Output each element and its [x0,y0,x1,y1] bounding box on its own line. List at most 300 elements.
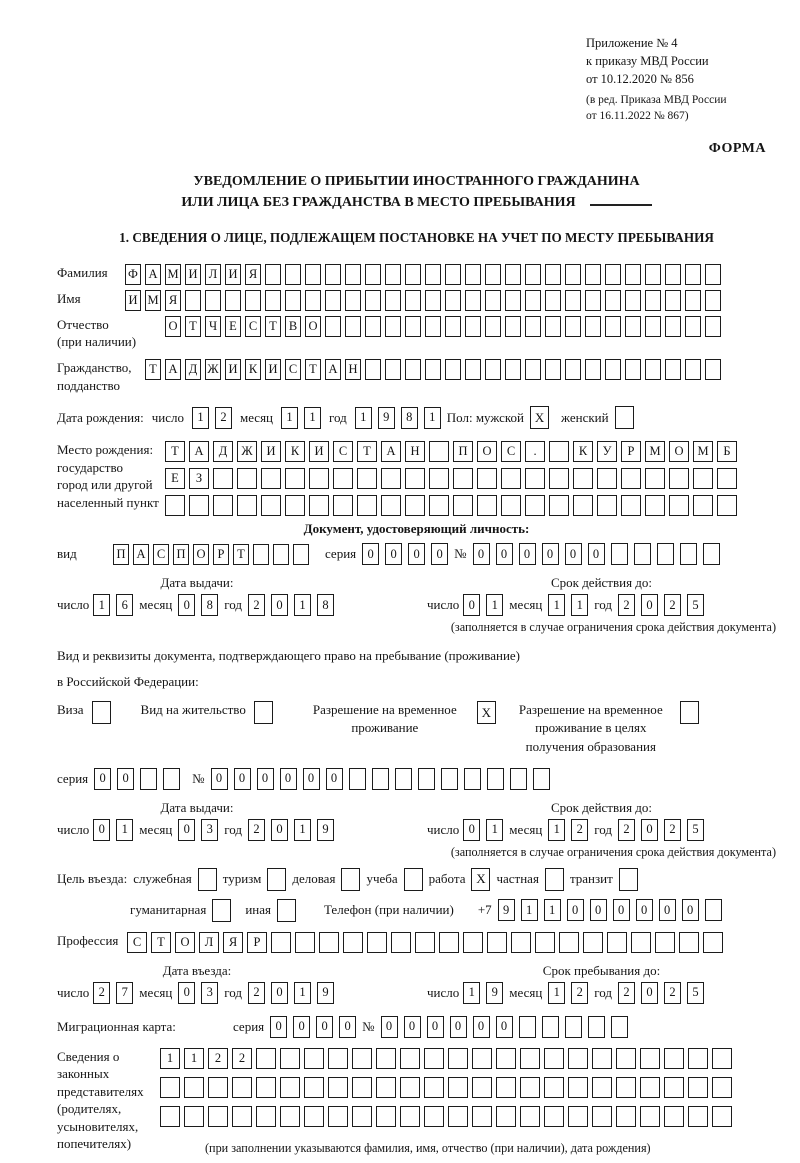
char-cell[interactable] [405,359,421,380]
char-cell[interactable] [549,495,569,516]
char-cell[interactable] [185,290,201,311]
char-cell[interactable] [448,1048,468,1069]
char-cell[interactable]: М [645,441,665,462]
char-cell[interactable]: И [265,359,281,380]
char-cell[interactable] [256,1106,276,1127]
char-cell[interactable]: 6 [116,594,133,616]
char-cell[interactable] [592,1048,612,1069]
char-cell[interactable]: С [285,359,301,380]
char-cell[interactable] [655,932,675,953]
char-cell[interactable]: 0 [326,768,343,790]
char-cell[interactable]: О [193,544,209,565]
char-cell[interactable]: 1 [281,407,298,429]
char-cell[interactable] [424,1048,444,1069]
char-cell[interactable] [445,359,461,380]
char-cell[interactable] [232,1106,252,1127]
char-cell[interactable] [621,468,641,489]
char-cell[interactable]: Ч [205,316,221,337]
char-cell[interactable]: Б [717,441,737,462]
char-cell[interactable]: И [225,359,241,380]
char-cell[interactable] [712,1106,732,1127]
char-cell[interactable] [441,768,458,790]
char-cell[interactable] [352,1048,372,1069]
char-cell[interactable] [232,1077,252,1098]
char-cell[interactable] [385,359,401,380]
char-cell[interactable]: П [173,544,189,565]
char-cell[interactable]: 0 [496,543,513,565]
char-cell[interactable] [265,290,281,311]
char-cell[interactable] [429,468,449,489]
char-cell[interactable] [352,1106,372,1127]
char-cell[interactable]: И [125,290,141,311]
char-cell[interactable]: Я [245,264,261,285]
char-cell[interactable] [588,1016,605,1038]
char-cell[interactable] [611,1016,628,1038]
char-cell[interactable]: 8 [317,594,334,616]
char-cell[interactable]: 1 [355,407,372,429]
char-cell[interactable] [712,1048,732,1069]
char-cell[interactable]: 0 [613,899,630,921]
char-cell[interactable] [376,1077,396,1098]
char-cell[interactable] [544,1048,564,1069]
char-cell[interactable] [285,468,305,489]
char-cell[interactable] [425,264,441,285]
char-cell[interactable] [465,290,481,311]
char-cell[interactable]: 1 [160,1048,180,1069]
char-cell[interactable] [625,359,641,380]
char-cell[interactable] [545,359,561,380]
char-cell[interactable] [717,495,737,516]
char-cell[interactable] [545,316,561,337]
char-cell[interactable] [568,1077,588,1098]
char-cell[interactable] [445,316,461,337]
char-cell[interactable] [376,1048,396,1069]
char-cell[interactable]: 0 [641,819,658,841]
char-cell[interactable]: 9 [317,819,334,841]
char-cell[interactable] [657,543,674,565]
char-cell[interactable]: 9 [486,982,503,1004]
char-cell[interactable] [395,768,412,790]
char-cell[interactable]: 2 [664,594,681,616]
char-cell[interactable] [585,264,601,285]
char-cell[interactable]: А [381,441,401,462]
char-cell[interactable] [365,290,381,311]
char-cell[interactable]: 1 [571,594,588,616]
char-cell[interactable]: 3 [201,819,218,841]
char-cell[interactable] [645,316,661,337]
char-cell[interactable] [352,1077,372,1098]
char-cell[interactable] [305,290,321,311]
char-cell[interactable]: 2 [232,1048,252,1069]
char-cell[interactable] [597,468,617,489]
char-cell[interactable] [665,290,681,311]
char-cell[interactable] [425,316,441,337]
char-cell[interactable]: С [153,544,169,565]
char-cell[interactable] [685,264,701,285]
char-cell[interactable]: Р [247,932,267,953]
char-cell[interactable] [685,359,701,380]
char-cell[interactable]: В [285,316,301,337]
char-cell[interactable]: 2 [618,982,635,1004]
char-cell[interactable]: Д [185,359,201,380]
char-cell[interactable]: 0 [339,1016,356,1038]
char-cell[interactable] [664,1048,684,1069]
char-cell[interactable]: С [333,441,353,462]
char-cell[interactable] [319,932,339,953]
char-cell[interactable]: О [175,932,195,953]
char-cell[interactable] [605,264,621,285]
purpose-work-checkbox[interactable]: X [471,868,490,891]
char-cell[interactable] [573,468,593,489]
char-cell[interactable] [705,316,721,337]
char-cell[interactable] [616,1048,636,1069]
char-cell[interactable] [280,1077,300,1098]
char-cell[interactable] [592,1106,612,1127]
char-cell[interactable] [445,290,461,311]
char-cell[interactable] [525,264,541,285]
char-cell[interactable] [583,932,603,953]
purpose-humanitarian-checkbox[interactable] [212,899,231,922]
char-cell[interactable] [372,768,389,790]
char-cell[interactable]: 2 [248,594,265,616]
char-cell[interactable] [328,1077,348,1098]
char-cell[interactable] [265,264,281,285]
char-cell[interactable]: Т [233,544,249,565]
char-cell[interactable] [345,316,361,337]
char-cell[interactable]: 1 [192,407,209,429]
char-cell[interactable]: 0 [271,594,288,616]
char-cell[interactable] [405,468,425,489]
char-cell[interactable] [256,1048,276,1069]
char-cell[interactable]: О [165,316,181,337]
char-cell[interactable] [533,768,550,790]
char-cell[interactable] [645,495,665,516]
char-cell[interactable]: 1 [486,594,503,616]
char-cell[interactable]: 0 [270,1016,287,1038]
char-cell[interactable] [688,1048,708,1069]
char-cell[interactable] [305,264,321,285]
char-cell[interactable] [669,495,689,516]
char-cell[interactable]: 1 [294,982,311,1004]
char-cell[interactable]: 0 [316,1016,333,1038]
char-cell[interactable]: Т [185,316,201,337]
char-cell[interactable]: Е [225,316,241,337]
char-cell[interactable] [160,1106,180,1127]
char-cell[interactable] [585,316,601,337]
char-cell[interactable]: 0 [303,768,320,790]
char-cell[interactable] [328,1106,348,1127]
char-cell[interactable]: 0 [463,594,480,616]
char-cell[interactable]: 0 [682,899,699,921]
char-cell[interactable] [485,264,501,285]
char-cell[interactable] [688,1106,708,1127]
char-cell[interactable] [519,1016,536,1038]
char-cell[interactable]: Е [165,468,185,489]
char-cell[interactable]: О [305,316,321,337]
char-cell[interactable]: 1 [548,819,565,841]
char-cell[interactable] [429,495,449,516]
char-cell[interactable] [511,932,531,953]
char-cell[interactable] [285,290,301,311]
char-cell[interactable] [464,768,481,790]
char-cell[interactable] [365,264,381,285]
char-cell[interactable] [520,1077,540,1098]
char-cell[interactable]: Ф [125,264,141,285]
char-cell[interactable] [625,316,641,337]
char-cell[interactable] [357,468,377,489]
char-cell[interactable] [400,1048,420,1069]
char-cell[interactable]: 1 [486,819,503,841]
char-cell[interactable]: Р [213,544,229,565]
char-cell[interactable] [665,264,681,285]
char-cell[interactable] [400,1077,420,1098]
char-cell[interactable]: 0 [271,982,288,1004]
char-cell[interactable] [712,1077,732,1098]
char-cell[interactable] [349,768,366,790]
char-cell[interactable] [385,264,401,285]
char-cell[interactable] [605,290,621,311]
char-cell[interactable] [693,495,713,516]
char-cell[interactable]: 2 [248,819,265,841]
char-cell[interactable] [140,768,157,790]
char-cell[interactable] [405,495,425,516]
char-cell[interactable] [245,290,261,311]
char-cell[interactable] [640,1077,660,1098]
char-cell[interactable] [418,768,435,790]
char-cell[interactable]: 2 [618,819,635,841]
char-cell[interactable] [568,1048,588,1069]
char-cell[interactable] [472,1106,492,1127]
char-cell[interactable] [525,316,541,337]
char-cell[interactable]: 0 [404,1016,421,1038]
char-cell[interactable]: О [477,441,497,462]
char-cell[interactable] [496,1077,516,1098]
char-cell[interactable] [376,1106,396,1127]
char-cell[interactable]: Н [405,441,425,462]
char-cell[interactable] [544,1106,564,1127]
char-cell[interactable] [280,1048,300,1069]
char-cell[interactable]: Т [151,932,171,953]
char-cell[interactable]: 0 [178,819,195,841]
char-cell[interactable] [424,1106,444,1127]
char-cell[interactable] [505,316,521,337]
char-cell[interactable]: 0 [385,543,402,565]
char-cell[interactable] [616,1077,636,1098]
char-cell[interactable] [634,543,651,565]
visa-checkbox[interactable] [92,701,111,724]
char-cell[interactable]: 5 [687,594,704,616]
char-cell[interactable]: 0 [93,819,110,841]
char-cell[interactable]: Я [223,932,243,953]
char-cell[interactable] [680,543,697,565]
char-cell[interactable] [391,932,411,953]
char-cell[interactable] [325,264,341,285]
char-cell[interactable] [525,468,545,489]
char-cell[interactable] [605,359,621,380]
purpose-tourism-checkbox[interactable] [267,868,286,891]
char-cell[interactable] [367,932,387,953]
purpose-transit-checkbox[interactable] [619,868,638,891]
char-cell[interactable] [645,359,661,380]
char-cell[interactable] [448,1077,468,1098]
char-cell[interactable]: З [189,468,209,489]
char-cell[interactable] [405,316,421,337]
char-cell[interactable] [309,468,329,489]
char-cell[interactable] [261,468,281,489]
char-cell[interactable] [357,495,377,516]
char-cell[interactable] [343,932,363,953]
char-cell[interactable] [545,264,561,285]
char-cell[interactable]: 1 [548,982,565,1004]
char-cell[interactable] [505,290,521,311]
char-cell[interactable]: 2 [215,407,232,429]
char-cell[interactable]: А [189,441,209,462]
char-cell[interactable]: С [245,316,261,337]
char-cell[interactable]: 1 [463,982,480,1004]
char-cell[interactable] [487,932,507,953]
char-cell[interactable] [285,264,301,285]
char-cell[interactable] [501,468,521,489]
char-cell[interactable]: 0 [641,982,658,1004]
char-cell[interactable] [645,468,665,489]
char-cell[interactable] [705,264,721,285]
char-cell[interactable] [325,316,341,337]
char-cell[interactable] [472,1077,492,1098]
char-cell[interactable] [160,1077,180,1098]
char-cell[interactable]: 0 [178,594,195,616]
char-cell[interactable]: 0 [178,982,195,1004]
char-cell[interactable]: И [225,264,241,285]
char-cell[interactable]: 1 [304,407,321,429]
char-cell[interactable] [705,359,721,380]
char-cell[interactable]: 1 [93,594,110,616]
char-cell[interactable] [585,290,601,311]
char-cell[interactable]: 1 [424,407,441,429]
char-cell[interactable] [510,768,527,790]
char-cell[interactable] [365,316,381,337]
char-cell[interactable]: Я [165,290,181,311]
char-cell[interactable]: 0 [408,543,425,565]
char-cell[interactable] [465,264,481,285]
char-cell[interactable] [439,932,459,953]
char-cell[interactable]: 2 [571,982,588,1004]
char-cell[interactable] [309,495,329,516]
char-cell[interactable]: Н [345,359,361,380]
char-cell[interactable] [717,468,737,489]
char-cell[interactable]: А [325,359,341,380]
char-cell[interactable]: 0 [427,1016,444,1038]
purpose-business-checkbox[interactable] [341,868,360,891]
char-cell[interactable]: Л [205,264,221,285]
char-cell[interactable] [525,290,541,311]
char-cell[interactable]: Д [213,441,233,462]
temp-residence-checkbox[interactable]: X [477,701,496,724]
char-cell[interactable] [664,1077,684,1098]
char-cell[interactable] [640,1048,660,1069]
char-cell[interactable]: Л [199,932,219,953]
char-cell[interactable]: 2 [664,819,681,841]
char-cell[interactable] [485,290,501,311]
char-cell[interactable] [425,290,441,311]
char-cell[interactable]: 1 [294,594,311,616]
char-cell[interactable]: 0 [431,543,448,565]
char-cell[interactable]: 1 [294,819,311,841]
char-cell[interactable] [465,359,481,380]
char-cell[interactable] [425,359,441,380]
char-cell[interactable] [565,264,581,285]
char-cell[interactable]: 0 [381,1016,398,1038]
char-cell[interactable]: И [309,441,329,462]
char-cell[interactable] [429,441,449,462]
char-cell[interactable] [645,290,661,311]
char-cell[interactable] [333,495,353,516]
char-cell[interactable]: И [261,441,281,462]
char-cell[interactable] [487,768,504,790]
char-cell[interactable] [573,495,593,516]
char-cell[interactable] [703,543,720,565]
char-cell[interactable] [485,359,501,380]
char-cell[interactable] [453,495,473,516]
char-cell[interactable]: 2 [93,982,110,1004]
char-cell[interactable]: 2 [571,819,588,841]
char-cell[interactable] [542,1016,559,1038]
char-cell[interactable] [213,468,233,489]
char-cell[interactable] [496,1048,516,1069]
char-cell[interactable] [496,1106,516,1127]
char-cell[interactable]: 0 [496,1016,513,1038]
char-cell[interactable] [525,495,545,516]
char-cell[interactable]: К [245,359,261,380]
char-cell[interactable]: 1 [116,819,133,841]
char-cell[interactable] [280,1106,300,1127]
char-cell[interactable] [645,264,661,285]
char-cell[interactable]: М [145,290,161,311]
char-cell[interactable] [345,264,361,285]
char-cell[interactable] [213,495,233,516]
char-cell[interactable] [477,495,497,516]
char-cell[interactable] [463,932,483,953]
char-cell[interactable] [568,1106,588,1127]
char-cell[interactable]: Ж [237,441,257,462]
residence-permit-checkbox[interactable] [254,701,273,724]
char-cell[interactable]: 0 [542,543,559,565]
char-cell[interactable] [293,544,309,565]
char-cell[interactable] [184,1106,204,1127]
char-cell[interactable] [261,495,281,516]
char-cell[interactable] [304,1077,324,1098]
char-cell[interactable] [664,1106,684,1127]
char-cell[interactable] [328,1048,348,1069]
char-cell[interactable] [565,1016,582,1038]
char-cell[interactable] [565,359,581,380]
char-cell[interactable]: А [133,544,149,565]
char-cell[interactable] [693,468,713,489]
char-cell[interactable]: 2 [664,982,681,1004]
char-cell[interactable] [625,264,641,285]
char-cell[interactable] [325,290,341,311]
char-cell[interactable]: . [525,441,545,462]
char-cell[interactable]: 0 [362,543,379,565]
char-cell[interactable] [549,441,569,462]
char-cell[interactable]: А [145,264,161,285]
char-cell[interactable]: 0 [211,768,228,790]
char-cell[interactable] [535,932,555,953]
char-cell[interactable]: Т [357,441,377,462]
char-cell[interactable] [165,495,185,516]
char-cell[interactable]: 0 [271,819,288,841]
char-cell[interactable]: С [127,932,147,953]
char-cell[interactable]: 9 [378,407,395,429]
